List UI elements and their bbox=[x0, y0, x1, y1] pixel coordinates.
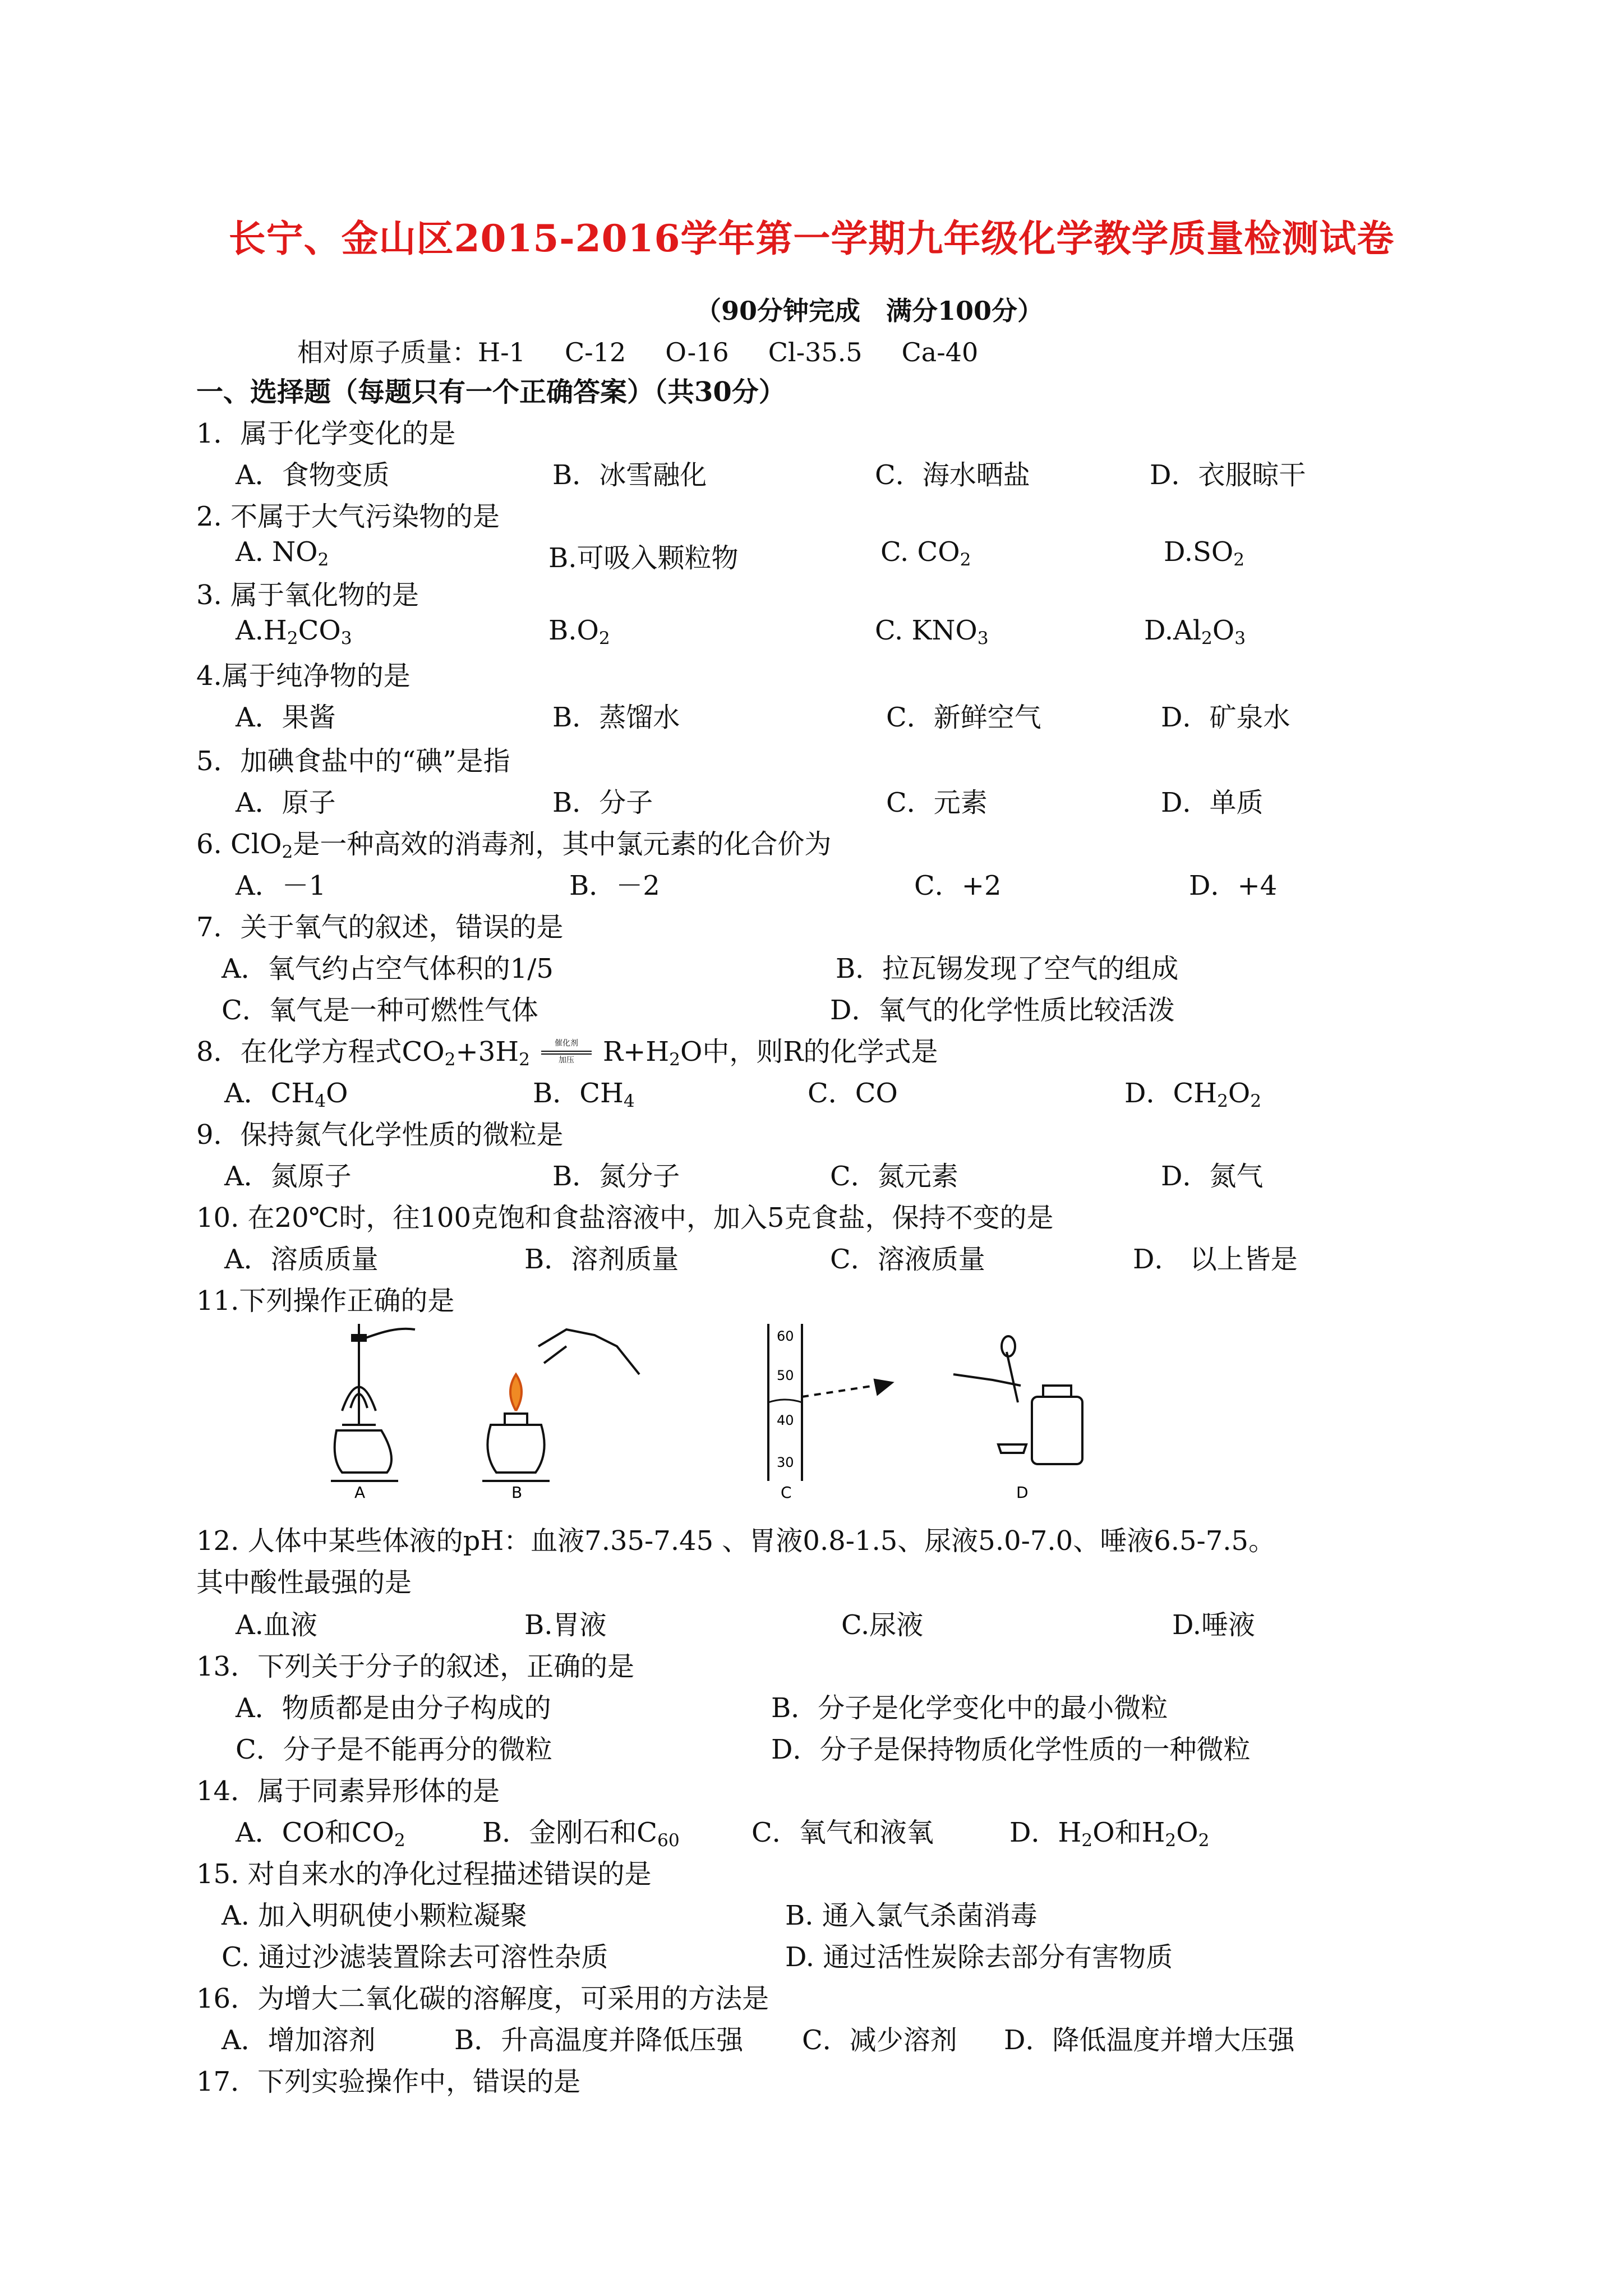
atomic-mass-line bbox=[297, 332, 1017, 369]
figure-d-dropper-bottle bbox=[953, 1336, 1082, 1464]
figure-label: D bbox=[1016, 1483, 1029, 1502]
option-c: C．氧气是一种可燃性气体 bbox=[222, 995, 538, 1026]
option-c: C．分子是不能再分的微粒 bbox=[236, 1734, 552, 1765]
option-d: D.唾液 bbox=[1172, 1609, 1256, 1641]
option-c: C．氮元素 bbox=[830, 1161, 958, 1192]
option-c: C．+2 bbox=[914, 870, 1002, 901]
option-a: A．－1 bbox=[236, 870, 326, 901]
option-b: B．蒸馏水 bbox=[552, 702, 680, 733]
option-d: D．降低温度并增大压强 bbox=[1004, 2024, 1295, 2056]
question-17: 17．下列实验操作中，错误的是 bbox=[196, 2066, 581, 2097]
option-a: A．$CH_4O$ bbox=[224, 1078, 348, 1111]
question-10: 10. 在20℃时，往100克饱和食盐溶液中，加入5克食盐，保持不变的是 bbox=[196, 1202, 1054, 1234]
option-c: C．溶液质量 bbox=[830, 1244, 985, 1275]
question-13: 13．下列关于分子的叙述，正确的是 bbox=[196, 1651, 635, 1682]
option-c: C. $KNO_3$ bbox=[875, 615, 989, 648]
scale-label: 50 bbox=[777, 1368, 794, 1383]
scale-label: 60 bbox=[777, 1328, 794, 1344]
question-12: 12. 人体中某些体液的pH：血液7.35-7.45 、胃液0.8-1.5、尿液5.0-7.0、唾液6.5-7.5。 bbox=[196, 1525, 1276, 1557]
option-c: C．CO bbox=[808, 1078, 898, 1109]
option-c: C．氧气和液氧 bbox=[751, 1817, 934, 1848]
figure-b-alcohol-lamp bbox=[482, 1329, 639, 1481]
option-b: B．$CH_4$ bbox=[533, 1078, 635, 1111]
option-c: C．海水晒盐 bbox=[875, 459, 1030, 491]
option-c: C．新鲜空气 bbox=[886, 702, 1041, 733]
option-d: $D.Al_2O_3$ bbox=[1144, 615, 1246, 648]
question-3: 3. 属于氧化物的是 bbox=[196, 579, 419, 611]
atomic-mass-item: C-12 bbox=[564, 337, 626, 367]
option-b: B. 通入氯气杀菌消毒 bbox=[785, 1900, 1038, 1931]
option-b: B.胃液 bbox=[524, 1609, 607, 1641]
option-c: C．元素 bbox=[886, 787, 988, 818]
option-d: D．+4 bbox=[1189, 870, 1278, 901]
option-a: A．氧气约占空气体积的1/5 bbox=[222, 953, 554, 984]
option-d: D．衣服晾干 bbox=[1150, 459, 1306, 491]
question-8: 8．在化学方程式$CO_2+3H_2$ 催化剂 加压 $R+H_2O$中，则R的化学式是 bbox=[196, 1036, 938, 1070]
figure-a-heating-test-tube bbox=[331, 1324, 415, 1481]
option-b: B.可吸入颗粒物 bbox=[548, 542, 739, 574]
option-d: D．矿泉水 bbox=[1161, 702, 1290, 733]
option-c: C．减少溶剂 bbox=[802, 2024, 957, 2056]
option-c: C. 通过沙滤装置除去可溶性杂质 bbox=[222, 1941, 608, 1973]
option-d: D．$CH_2O_2$ bbox=[1124, 1078, 1262, 1111]
atomic-mass-item: O-16 bbox=[665, 337, 729, 367]
option-d: D．分子是保持物质化学性质的一种微粒 bbox=[771, 1734, 1251, 1765]
question-16: 16．为增大二氧化碳的溶解度，可采用的方法是 bbox=[196, 1983, 769, 2014]
question-14: 14．属于同素异形体的是 bbox=[196, 1775, 500, 1807]
option-b: B．溶剂质量 bbox=[524, 1244, 679, 1275]
question-4: 4.属于纯净物的是 bbox=[196, 660, 411, 692]
option-b: B．－2 bbox=[569, 870, 660, 901]
option-a: A．原子 bbox=[236, 787, 336, 818]
exam-title: 长宁、金山区2015-2016学年第一学期九年级化学教学质量检测试卷 bbox=[228, 217, 1395, 260]
option-d: D．$H_2O$和$H_2O_2$ bbox=[1009, 1817, 1210, 1851]
option-d: D． 以上皆是 bbox=[1133, 1244, 1298, 1275]
option-c: C.尿液 bbox=[841, 1609, 924, 1641]
option-d: D. 通过活性炭除去部分有害物质 bbox=[785, 1941, 1173, 1973]
question-5: 5．加碘食盐中的“碘”是指 bbox=[196, 746, 510, 777]
option-a: A．氮原子 bbox=[224, 1161, 352, 1192]
option-a: A．CO和$CO_2$ bbox=[236, 1817, 405, 1851]
question-1: 1．属于化学变化的是 bbox=[196, 418, 456, 449]
exam-subtitle: （90分钟完成 满分100分） bbox=[695, 296, 1044, 326]
option-d: D．氧气的化学性质比较活泼 bbox=[830, 995, 1175, 1026]
option-b: B．分子是化学变化中的最小微粒 bbox=[771, 1692, 1168, 1724]
atomic-mass-item: Cl-35.5 bbox=[768, 337, 863, 367]
reaction-arrow-icon: 催化剂 加压 bbox=[541, 1043, 592, 1065]
section-heading: 一、选择题（每题只有一个正确答案）（共30分） bbox=[196, 376, 786, 408]
option-c: C. $CO_2$ bbox=[880, 536, 971, 570]
option-d: D．单质 bbox=[1161, 787, 1264, 818]
question-11: 11.下列操作正确的是 bbox=[196, 1285, 455, 1317]
option-b: B．分子 bbox=[552, 787, 653, 818]
atomic-mass-label: 相对原子质量： bbox=[297, 337, 478, 367]
option-a: A．果酱 bbox=[236, 702, 336, 733]
option-a: A. $NO_2$ bbox=[236, 536, 329, 570]
question-15: 15. 对自来水的净化过程描述错误的是 bbox=[196, 1858, 652, 1890]
question-6: 6. ClO$_2$是一种高效的消毒剂，其中氯元素的化合价为 bbox=[196, 829, 832, 862]
option-a: A．溶质质量 bbox=[224, 1244, 379, 1275]
option-d: D．氮气 bbox=[1161, 1161, 1264, 1192]
option-b: $B.O_2$ bbox=[548, 615, 610, 648]
atomic-mass-item: H-1 bbox=[478, 337, 525, 367]
option-a: A.血液 bbox=[236, 1609, 317, 1641]
question-2: 2. 不属于大气污染物的是 bbox=[196, 501, 500, 532]
scale-label: 40 bbox=[777, 1412, 794, 1428]
option-b: B．冰雪融化 bbox=[552, 459, 707, 491]
scale-label: 30 bbox=[777, 1455, 794, 1470]
option-a: A．增加溶剂 bbox=[222, 2024, 376, 2056]
figure-label: C bbox=[781, 1483, 792, 1502]
option-a: A．食物变质 bbox=[236, 459, 390, 491]
option-a: A. 加入明矾使小颗粒凝聚 bbox=[222, 1900, 528, 1931]
option-a: $A.H_2CO_3$ bbox=[236, 615, 352, 648]
question-9: 9．保持氮气化学性质的微粒是 bbox=[196, 1119, 564, 1151]
figure-label: A bbox=[354, 1483, 366, 1502]
atomic-mass-item: Ca-40 bbox=[901, 337, 979, 367]
question-12-line2: 其中酸性最强的是 bbox=[196, 1567, 412, 1598]
lab-operations-figure bbox=[303, 1313, 1133, 1503]
option-b: B．金刚石和$C_{60}$ bbox=[482, 1817, 680, 1851]
figure-label: B bbox=[511, 1483, 523, 1502]
question-7: 7．关于氧气的叙述，错误的是 bbox=[196, 912, 564, 943]
option-b: B．升高温度并降低压强 bbox=[454, 2024, 744, 2056]
option-b: B．氮分子 bbox=[552, 1161, 680, 1192]
option-a: A．物质都是由分子构成的 bbox=[236, 1692, 551, 1724]
option-d: $D.SO_2$ bbox=[1164, 536, 1245, 570]
option-b: B．拉瓦锡发现了空气的组成 bbox=[836, 953, 1179, 984]
